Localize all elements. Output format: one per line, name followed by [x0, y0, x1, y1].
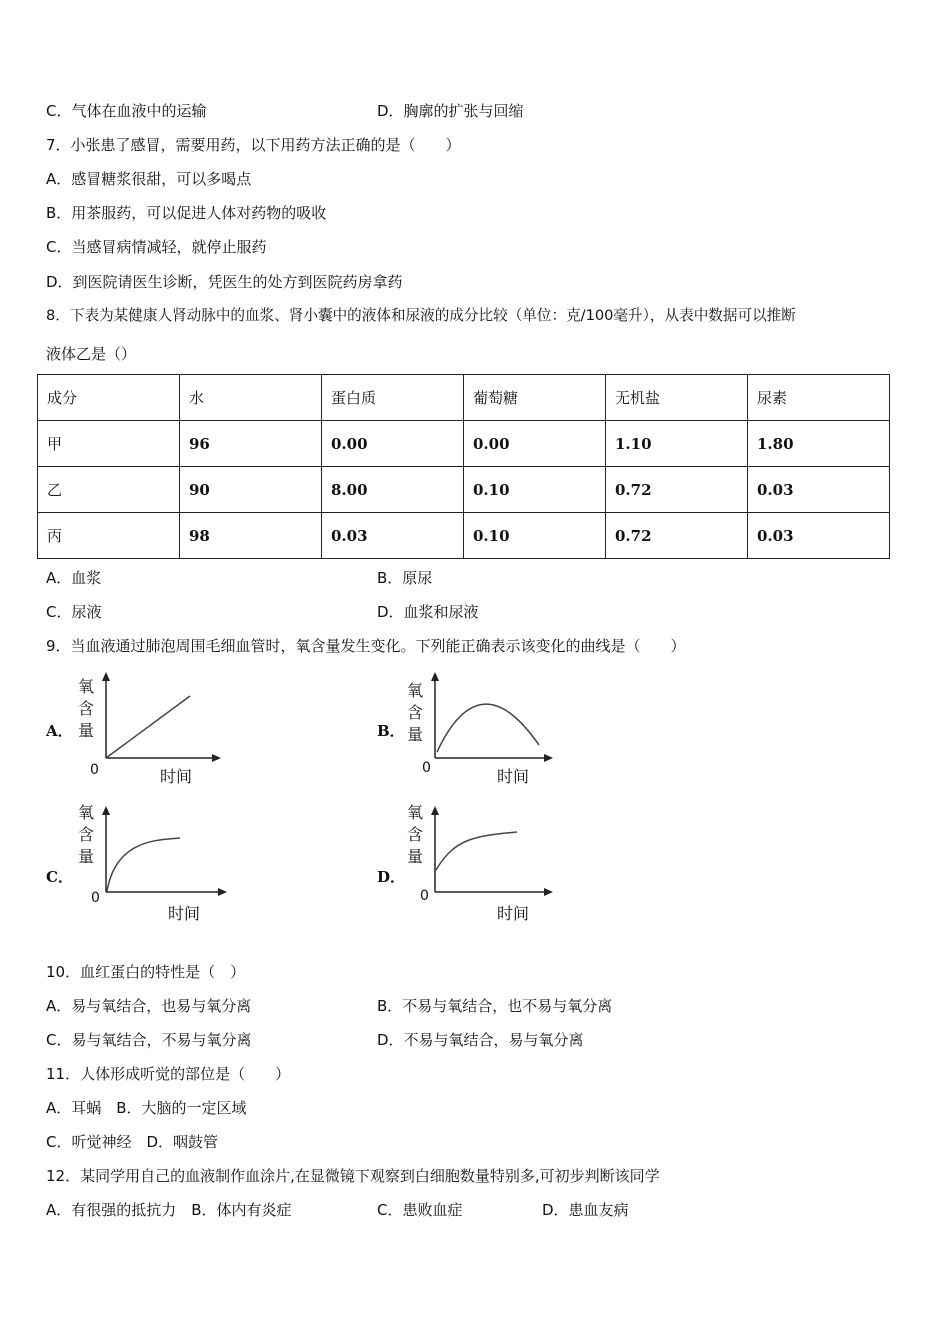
q7-option-d: D．到医院请医生诊断，凭医生的处方到医院药房拿药: [46, 273, 403, 291]
table-cell: 90: [180, 467, 322, 513]
q7-stem: 7．小张患了感冒，需要用药，以下用药方法正确的是（ ）: [46, 136, 461, 154]
ylabel-1: 氧: [406, 803, 423, 822]
q9-label-a: A．: [46, 722, 73, 740]
table-header-cell: 尿素: [748, 375, 890, 421]
ylabel-3: 量: [406, 847, 423, 866]
curve-saturating-offset: [436, 832, 517, 870]
graph-c: [76, 800, 236, 923]
q8-stem-line2: 液体乙是（）: [46, 345, 137, 363]
table-cell: 甲: [38, 421, 180, 467]
ylabel-3: 量: [77, 847, 94, 866]
xlabel: 时间: [160, 767, 193, 786]
q9-label-d: D．: [377, 868, 406, 886]
ylabel-2: 含: [77, 699, 94, 718]
q6-option-c: C．气体在血液中的运输: [46, 102, 207, 120]
ylabel-2: 含: [77, 825, 94, 844]
table-cell: 96: [180, 421, 322, 467]
curve-linear: [106, 696, 190, 758]
q8-option-b: B．原尿: [377, 569, 433, 587]
q10-stem: 10．血红蛋白的特性是（ ）: [46, 963, 246, 981]
table-cell: 0.10: [464, 467, 606, 513]
table-header-cell: 成分: [38, 375, 180, 421]
xlabel: 时间: [497, 767, 530, 786]
table-cell: 0.03: [748, 513, 890, 559]
table-header-cell: 水: [180, 375, 322, 421]
table-cell: 1.80: [748, 421, 890, 467]
table-cell: 乙: [38, 467, 180, 513]
q10-option-b: B．不易与氧结合，也不易与氧分离: [377, 997, 613, 1015]
q9-label-c: C．: [46, 868, 73, 886]
table-cell: 0.03: [748, 467, 890, 513]
ylabel-2: 含: [406, 703, 423, 722]
table-row: [38, 421, 890, 467]
q8-option-a: A．血浆: [46, 569, 102, 587]
q6-option-d: D．胸廓的扩张与回缩: [377, 102, 524, 120]
table-cell: 1.10: [606, 421, 748, 467]
table-header-cell: 无机盐: [606, 375, 748, 421]
q9-stem: 9．当血液通过肺泡周围毛细血管时，氧含量发生变化。下列能正确表示该变化的曲线是（ ）: [46, 637, 686, 655]
q10-option-a: A．易与氧结合，也易与氧分离: [46, 997, 252, 1015]
q12-options-ab: A．有很强的抵抗力 B．体内有炎症: [46, 1201, 292, 1219]
ylabel-3: 量: [406, 725, 423, 744]
ylabel-1: 氧: [77, 803, 94, 822]
q9-label-b: B．: [377, 722, 405, 740]
q12-stem: 12．某同学用自己的血液制作血涂片,在显微镜下观察到白细胞数量特别多,可初步判断该同学: [46, 1167, 660, 1185]
xlabel: 时间: [168, 904, 201, 923]
table-cell: 8.00: [322, 467, 464, 513]
q7-option-a: A．感冒糖浆很甜，可以多喝点: [46, 170, 252, 188]
q8-stem-line1: 8．下表为某健康人肾动脉中的血浆、肾小囊中的液体和尿液的成分比较（单位：克/100毫升），从表中数据可以推断: [46, 307, 796, 324]
ylabel-2: 含: [406, 825, 423, 844]
graph-d: [405, 800, 565, 923]
ylabel-1: 氧: [77, 677, 94, 696]
table-cell: 0.00: [322, 421, 464, 467]
ylabel-1: 氧: [406, 681, 423, 700]
table-cell: 0.72: [606, 467, 748, 513]
table-header-cell: 蛋白质: [322, 375, 464, 421]
q12-option-c: C．患败血症: [377, 1201, 463, 1219]
table-row: [38, 467, 890, 513]
table-header-cell: 葡萄糖: [464, 375, 606, 421]
q7-option-b: B．用茶服药，可以促进人体对药物的吸收: [46, 204, 327, 222]
origin-label: 0: [90, 762, 99, 778]
graph-a: [76, 672, 236, 786]
table-cell: 98: [180, 513, 322, 559]
q10-option-c: C．易与氧结合，不易与氧分离: [46, 1031, 252, 1049]
graph-d-plot: [405, 800, 565, 910]
origin-label: 0: [422, 760, 431, 776]
composition-table: [37, 374, 890, 559]
xlabel: 时间: [497, 904, 530, 923]
q8-option-d: D．血浆和尿液: [377, 603, 479, 621]
origin-label: 0: [420, 888, 429, 904]
graph-c-plot: [76, 800, 236, 910]
graph-b: [405, 672, 565, 786]
origin-label: 0: [91, 890, 100, 906]
q12-option-d: D．患血友病: [542, 1201, 629, 1219]
graph-a-plot: [76, 672, 236, 782]
table-cell: 0.10: [464, 513, 606, 559]
q7-option-c: C．当感冒病情减轻，就停止服药: [46, 238, 267, 256]
q11-options-cd: C．听觉神经 D．咽鼓管: [46, 1133, 219, 1151]
q11-stem: 11．人体形成听觉的部位是（ ）: [46, 1065, 291, 1083]
q11-options-ab: A．耳蜗 B．大脑的一定区域: [46, 1099, 247, 1117]
q10-option-d: D．不易与氧结合，易与氧分离: [377, 1031, 584, 1049]
table-cell: 0.72: [606, 513, 748, 559]
table-cell: 0.03: [322, 513, 464, 559]
table-header-row: [38, 375, 890, 421]
table-cell: 丙: [38, 513, 180, 559]
ylabel-3: 量: [77, 721, 94, 740]
table-row: [38, 513, 890, 559]
table-cell: 0.00: [464, 421, 606, 467]
q8-option-c: C．尿液: [46, 603, 102, 621]
curve-peak: [437, 704, 539, 752]
curve-saturating-origin: [107, 838, 180, 891]
